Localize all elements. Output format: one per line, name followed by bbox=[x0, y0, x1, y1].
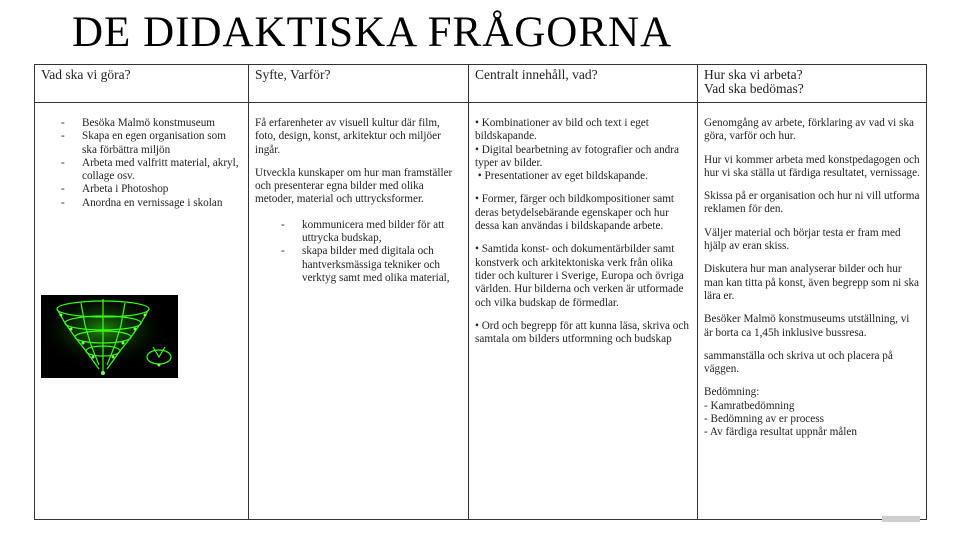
content-bullet: • Ord och begrepp för att kunna läsa, skriva och samtala om bilders utformning och budskap bbox=[475, 319, 689, 346]
list-item: - Anordna en vernissage i skolan bbox=[61, 197, 242, 210]
method-paragraph: Skissa på er organisation och hur ni vill utforma reklamen för den. bbox=[704, 190, 920, 216]
assessment-title: Bedömning: bbox=[704, 386, 760, 399]
didactic-table bbox=[34, 64, 927, 520]
green-chandelier-image bbox=[41, 295, 178, 378]
cell-central-content bbox=[469, 103, 698, 520]
list-item: - kommunicera med bilder för att uttrycka budskap, bbox=[281, 219, 462, 246]
header-central-content: Centralt innehåll, vad? bbox=[469, 65, 698, 103]
cell-purpose bbox=[249, 103, 469, 520]
table-header-row bbox=[35, 65, 927, 103]
chandelier-icon bbox=[41, 295, 178, 378]
list-item: - Skapa en egen organisation som ska förbättra miljön bbox=[61, 130, 242, 157]
content-bullet: • Former, färger och bildkompositioner samt deras betydelsebärande egenskaper och hur dessa kan användas i bildskapande arbete. bbox=[475, 193, 675, 233]
list-item: - Besöka Malmö konstmuseum bbox=[61, 117, 242, 130]
header-how-to-work: Hur ska vi arbeta? Vad ska bedömas? bbox=[698, 65, 927, 103]
content-group bbox=[475, 117, 691, 183]
purpose-list bbox=[255, 219, 462, 285]
content-bullet: • Presentationer av eget bildskapande. bbox=[475, 170, 648, 183]
content-bullet: • Samtida konst- och dokumentärbilder samt konstverk och arkitektoniska verk från olika tider och kulturer i Sverige, Europa och övriga världen. Hur bilderna och verken är utformade och vilka budskap de förmedlar. bbox=[475, 243, 684, 309]
purpose-paragraph: Få erfarenheter av visuell kultur där film, foto, design, konst, arkitektur och miljöer ingår. bbox=[255, 117, 441, 156]
method-paragraph: Besöker Malmö konstmuseums utställning, vi är borta ca 1,45h inklusive bussresa. bbox=[704, 313, 910, 339]
method-paragraph: Väljer material och börjar testa er fram med hjälp av eran skiss. bbox=[704, 226, 901, 253]
list-item: - skapa bilder med digitala och hantverksmässiga tekniker och verktyg samt med olika material, bbox=[281, 245, 462, 285]
header-purpose: Syfte, Varför? bbox=[249, 65, 469, 103]
list-item: - Arbeta med valfritt material, akryl, collage osv. bbox=[61, 157, 242, 184]
activity-list bbox=[41, 117, 242, 210]
purpose-paragraph: Utveckla kunskaper om hur man framställer och presenterar egna bilder med olika metoder, material och uttrycksformer. bbox=[255, 166, 453, 206]
header-what-to-do: Vad ska vi göra? bbox=[35, 65, 249, 103]
content-bullet: • Digital bearbetning av fotografier och andra typer av bilder. bbox=[475, 143, 679, 169]
scrollbar-fragment bbox=[882, 516, 920, 522]
cell-how-to-work bbox=[698, 103, 927, 520]
content-bullet: • Kombinationer av bild och text i eget bildskapande. bbox=[475, 117, 649, 143]
method-paragraph: Genomgång av arbete, förklaring av vad vi ska göra, varför och hur. bbox=[704, 117, 915, 143]
slide-title: DE DIDAKTISKA FRÅGORNA bbox=[72, 9, 673, 56]
assessment-item: - Bedömning av er process bbox=[704, 413, 824, 426]
method-paragraph: Hur vi kommer arbeta med konstpedagogen och hur vi ska ställa ut färdiga resultatet, vernissage. bbox=[704, 153, 920, 179]
list-item: - Arbeta i Photoshop bbox=[61, 183, 242, 196]
assessment-item: - Av färdiga resultat uppnår målen bbox=[704, 426, 857, 439]
method-paragraph: Diskutera hur man analyserar bilder och hur man kan titta på konst, även begrepp som ni ska lära er. bbox=[704, 263, 919, 302]
method-paragraph: sammanställa och skriva ut och placera på väggen. bbox=[704, 349, 893, 376]
assessment-item: - Kamratbedömning bbox=[704, 399, 795, 412]
